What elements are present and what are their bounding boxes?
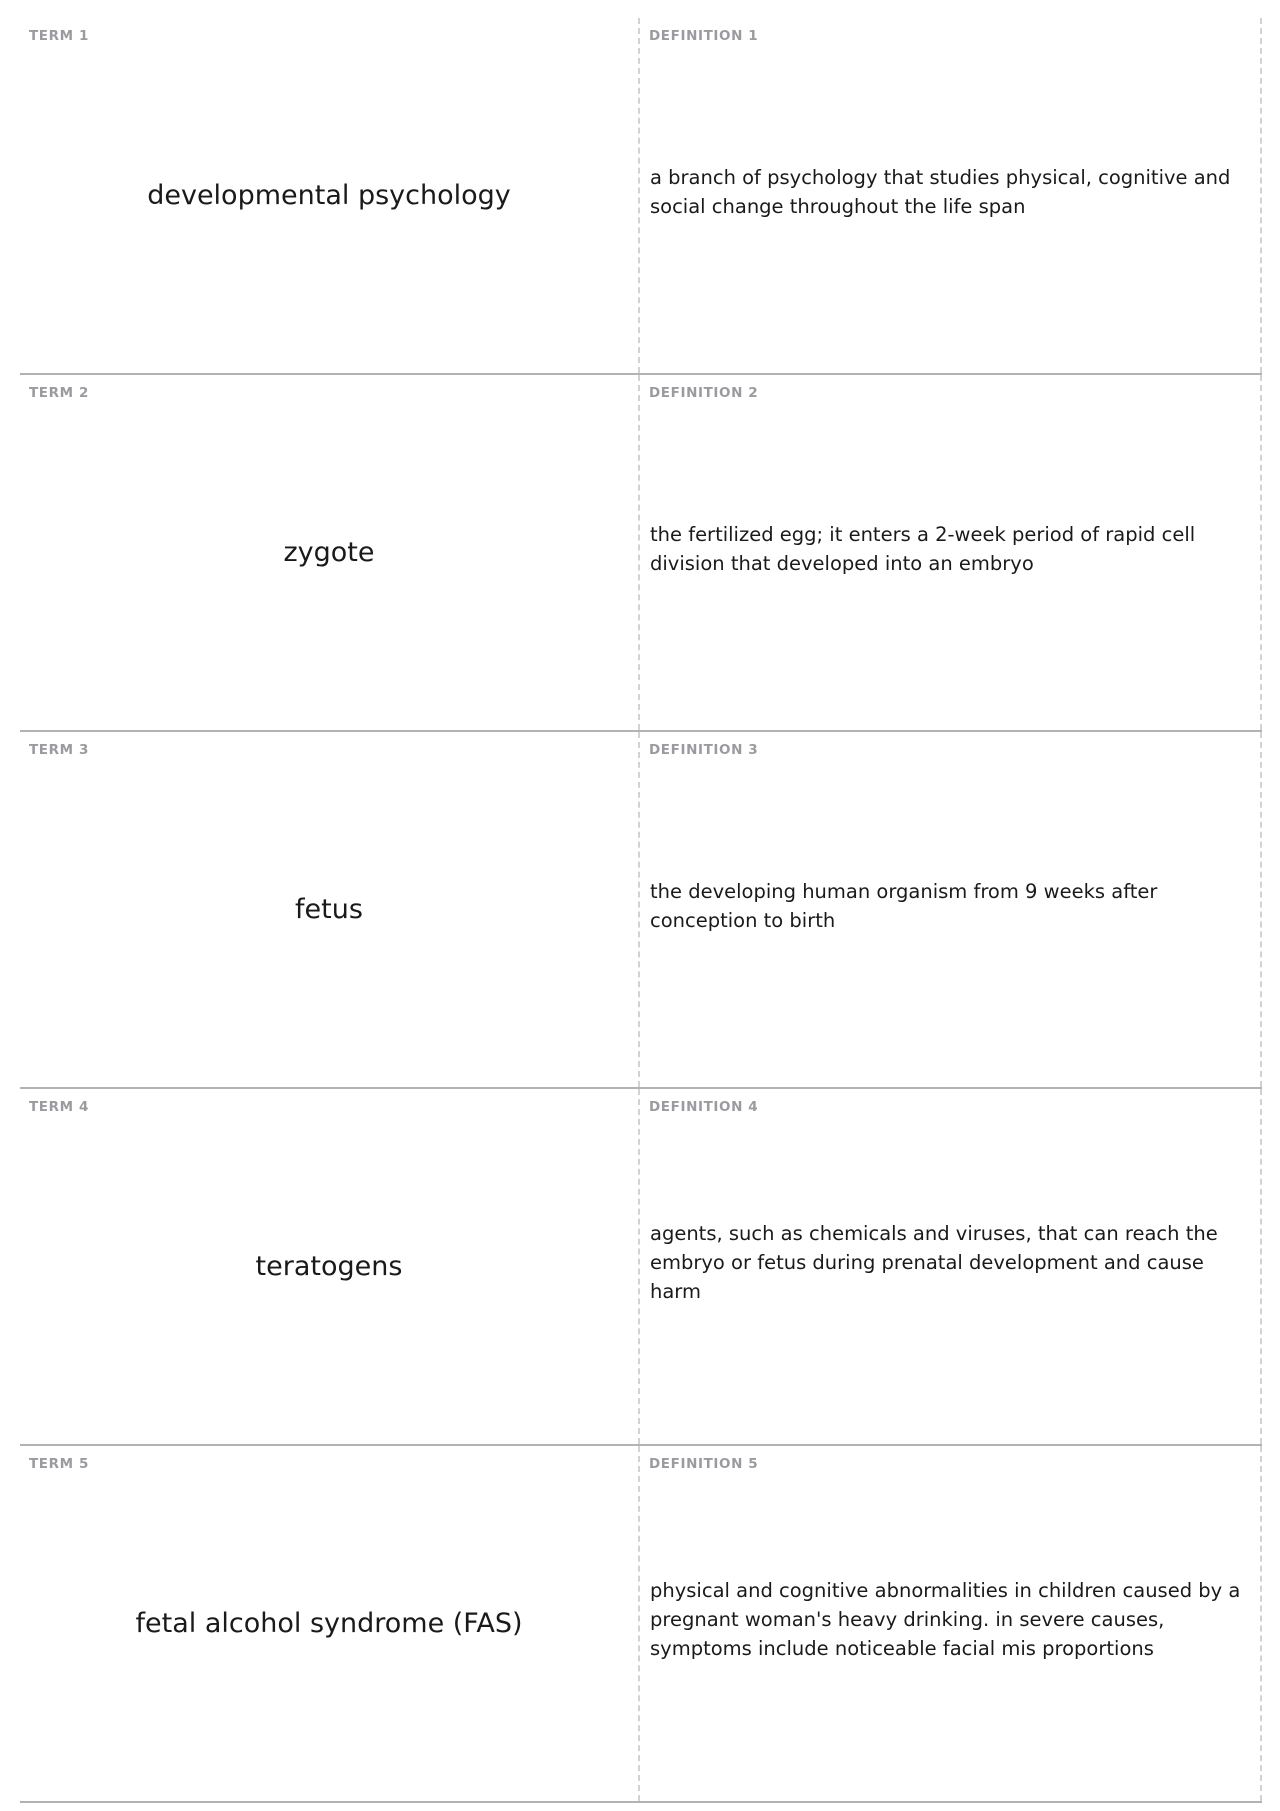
definition-text: the developing human organism from 9 weeks after conception to birth <box>650 879 1158 932</box>
definition-text-wrap <box>650 375 1250 730</box>
definition-text-wrap <box>650 732 1250 1087</box>
term-text: zygote <box>283 537 375 568</box>
definition-label: DEFINITION 1 <box>649 28 759 44</box>
flashcard-row-1 <box>20 18 1262 375</box>
term-text: developmental psychology <box>147 180 511 211</box>
flashcard-row-4 <box>20 1089 1262 1446</box>
term-text: fetal alcohol syndrome (FAS) <box>135 1608 523 1639</box>
term-text: teratogens <box>255 1251 403 1282</box>
flashcard-row-3 <box>20 732 1262 1089</box>
definition-label: DEFINITION 4 <box>649 1099 759 1115</box>
definition-cell <box>640 732 1262 1087</box>
definition-text-wrap <box>650 18 1250 373</box>
definition-text: physical and cognitive abnormalities in children caused by a pregnant woman's heavy drinking. in severe causes, symptoms include noticeable facial mis proportions <box>650 1579 1241 1660</box>
flashcard-row-2 <box>20 375 1262 732</box>
term-cell <box>20 1089 640 1444</box>
definition-text: a branch of psychology that studies physical, cognitive and social change throughout the life span <box>650 165 1231 218</box>
definition-text: the fertilized egg; it enters a 2-week period of rapid cell division that developed into an embryo <box>650 522 1196 575</box>
definition-text-wrap <box>650 1446 1250 1801</box>
definition-cell <box>640 1089 1262 1444</box>
term-label: TERM 5 <box>29 1456 89 1472</box>
term-cell <box>20 732 640 1087</box>
definition-text: agents, such as chemicals and viruses, that can reach the embryo or fetus during prenatal development and cause harm <box>650 1222 1218 1303</box>
definition-cell <box>640 375 1262 730</box>
term-label: TERM 3 <box>29 742 89 758</box>
term-label: TERM 1 <box>29 28 89 44</box>
definition-label: DEFINITION 2 <box>649 385 759 401</box>
flashcard-row-5 <box>20 1446 1262 1803</box>
definition-label: DEFINITION 5 <box>649 1456 759 1472</box>
term-label: TERM 2 <box>29 385 89 401</box>
definition-cell <box>640 1446 1262 1801</box>
term-cell <box>20 375 640 730</box>
term-text: fetus <box>295 894 363 925</box>
term-label: TERM 4 <box>29 1099 89 1115</box>
term-cell <box>20 1446 640 1801</box>
definition-text-wrap <box>650 1089 1250 1444</box>
definition-label: DEFINITION 3 <box>649 742 759 758</box>
term-cell <box>20 18 640 373</box>
flashcard-sheet <box>20 18 1262 1794</box>
definition-cell <box>640 18 1262 373</box>
